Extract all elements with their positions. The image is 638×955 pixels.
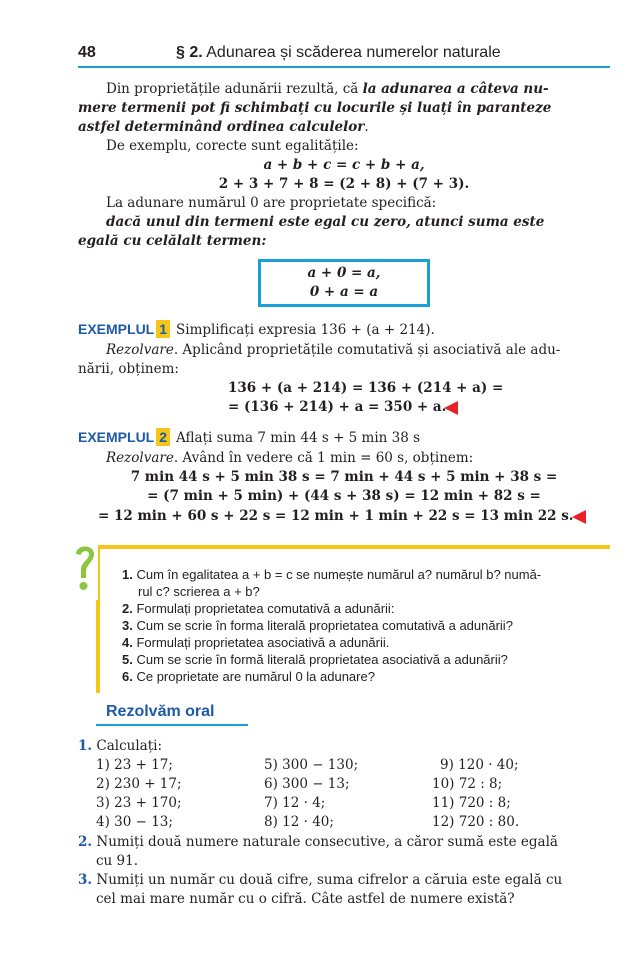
- calc-item: 8) 12 · 40;: [264, 814, 334, 830]
- intro-line-4: De exemplu, corecte sunt egalitățile:: [106, 138, 359, 154]
- example-2-calc-3: = 12 min + 60 s + 22 s = 12 min + 1 min + 22 s = 13 min 22 s.: [98, 508, 574, 524]
- property-line-2: 0 + a = a: [309, 284, 379, 300]
- question-number: 1.: [122, 567, 133, 582]
- questions-top-rule: [96, 545, 610, 549]
- calc-item: 12) 720 : 80.: [432, 814, 520, 830]
- question-text: Ce proprietate are numărul 0 la adunare?: [136, 669, 375, 684]
- intro-rule-text: la adunarea a câteva nu-: [362, 81, 549, 97]
- question-number: 3.: [122, 618, 133, 633]
- calc-item: 5) 300 − 130;: [264, 757, 359, 773]
- question-text: rul c? scrierea a + b?: [138, 584, 260, 599]
- question-number: 6.: [122, 669, 133, 684]
- question-item: [122, 617, 513, 634]
- question-text: Cum în egalitatea a + b = c se numește numărul a? numărul b? numă-: [136, 567, 542, 582]
- equality-2: 2 + 3 + 7 + 8 = (2 + 8) + (7 + 3).: [218, 176, 470, 192]
- calc-item: 4) 30 − 13;: [96, 814, 173, 830]
- calc-item: 10) 72 : 8;: [432, 776, 503, 792]
- page-header: [78, 42, 610, 66]
- calc-item: 3) 23 + 170;: [96, 795, 182, 811]
- exercise-text: Numiți un număr cu două cifre, suma cifrelor a căruia este egală cu: [96, 872, 563, 888]
- oral-section-title: Rezolvăm oral: [106, 703, 215, 720]
- intro-period: .: [364, 119, 369, 135]
- example-1-heading: [78, 320, 435, 340]
- question-item: [122, 651, 508, 668]
- intro-line-5: La adunare numărul 0 are proprietate specifică:: [106, 195, 437, 211]
- calc-item: 6) 300 − 13;: [264, 776, 350, 792]
- example-label: EXEMPLUL: [78, 429, 155, 445]
- question-item: [122, 566, 541, 583]
- oral-title-rule: [96, 724, 248, 726]
- example-1-calc-2: = (136 + 214) + a = 350 + a.: [228, 399, 447, 415]
- exercise-3-line-1: [78, 871, 562, 890]
- page-number: 48: [78, 44, 96, 61]
- solution-text: . Aplicând proprietățile comutativă și asociativă ale adu-: [173, 342, 561, 358]
- exercise-2-line-2: cu 91.: [96, 853, 139, 869]
- section-title: [176, 44, 501, 62]
- intro-text: Din proprietățile adunării rezultă, că: [106, 81, 363, 97]
- example-1-solution-line-2: nării, obținem:: [78, 361, 179, 377]
- exercise-text: Calculați:: [96, 738, 162, 754]
- intro-line-1: [106, 80, 549, 99]
- property-line-1: a + 0 = a,: [307, 265, 381, 281]
- example-2-task: Aflați suma 7 min 44 s + 5 min 38 s: [176, 430, 421, 446]
- exercise-number: 3.: [78, 872, 93, 888]
- zero-rule-line-2: egală cu celălalt termen:: [78, 233, 267, 249]
- question-item-continued: [138, 583, 260, 600]
- calc-item: 11) 720 : 8;: [432, 795, 511, 811]
- calc-item: 9) 120 · 40;: [440, 757, 519, 773]
- calc-item: 1) 23 + 17;: [96, 757, 173, 773]
- example-2-solution-line-1: [106, 449, 473, 468]
- calc-item: 2) 230 + 17;: [96, 776, 182, 792]
- property-box: [258, 259, 430, 307]
- question-item: [122, 634, 389, 651]
- question-number: 2.: [122, 601, 133, 616]
- end-marker-icon: [444, 401, 458, 415]
- question-text: Cum se scrie în formă literală proprietatea asociativă a adunării?: [136, 652, 508, 667]
- section-mark: § 2.: [176, 44, 203, 61]
- exercise-1-heading: [78, 737, 162, 756]
- question-text: Cum se scrie în forma literală proprietatea comutativă a adunării?: [136, 618, 513, 633]
- example-number-badge: 2: [156, 428, 170, 446]
- question-item: [122, 668, 375, 685]
- equality-1: a + b + c = c + b + a,: [263, 157, 425, 173]
- exercise-text: Numiți două numere naturale consecutive, a căror sumă este egală: [96, 834, 558, 850]
- section-title-text: Adunarea și scăderea numerelor naturale: [206, 44, 501, 61]
- end-marker-icon: [572, 510, 586, 524]
- intro-rule-text-end: astfel determinând ordinea calculelor: [78, 119, 365, 135]
- question-number: 5.: [122, 652, 133, 667]
- exercise-2-line-1: [78, 833, 558, 852]
- question-mark-icon: [72, 540, 98, 600]
- header-rule: [78, 66, 610, 68]
- example-label: EXEMPLUL: [78, 321, 155, 337]
- question-number: 4.: [122, 635, 133, 650]
- intro-line-2: mere termenii pot fi schimbați cu locurile și luați în paranteze: [78, 100, 552, 116]
- exercise-3-line-2: cel mai mare număr cu o cifră. Câte astfel de numere există?: [96, 891, 515, 907]
- question-item: [122, 600, 394, 617]
- question-text: Formulați proprietatea comutativă a adunării:: [136, 601, 395, 616]
- intro-line-3: [78, 118, 369, 137]
- question-text: Formulați proprietatea asociativă a adunării.: [136, 635, 390, 650]
- exercise-number: 2.: [78, 834, 93, 850]
- example-2-calc-1: 7 min 44 s + 5 min 38 s = 7 min + 44 s + 5 min + 38 s =: [130, 469, 558, 485]
- solution-label: Rezolvare: [106, 450, 174, 466]
- exercise-number: 1.: [78, 738, 93, 754]
- solution-label: Rezolvare: [106, 342, 174, 358]
- zero-rule-line-1: dacă unul din termeni este egal cu zero, atunci suma este: [106, 214, 545, 230]
- example-2-heading: [78, 428, 420, 448]
- calc-item: 7) 12 · 4;: [264, 795, 326, 811]
- example-2-calc-2: = (7 min + 5 min) + (44 s + 38 s) = 12 min + 82 s =: [147, 488, 541, 504]
- example-number-badge: 1: [156, 320, 170, 338]
- solution-text: . Având în vedere că 1 min = 60 s, obținem:: [173, 450, 474, 466]
- example-1-calc-1: 136 + (a + 214) = 136 + (214 + a) =: [228, 380, 504, 396]
- example-1-task: Simplificați expresia 136 + (a + 214).: [176, 322, 435, 338]
- example-1-solution-line-1: [106, 341, 560, 360]
